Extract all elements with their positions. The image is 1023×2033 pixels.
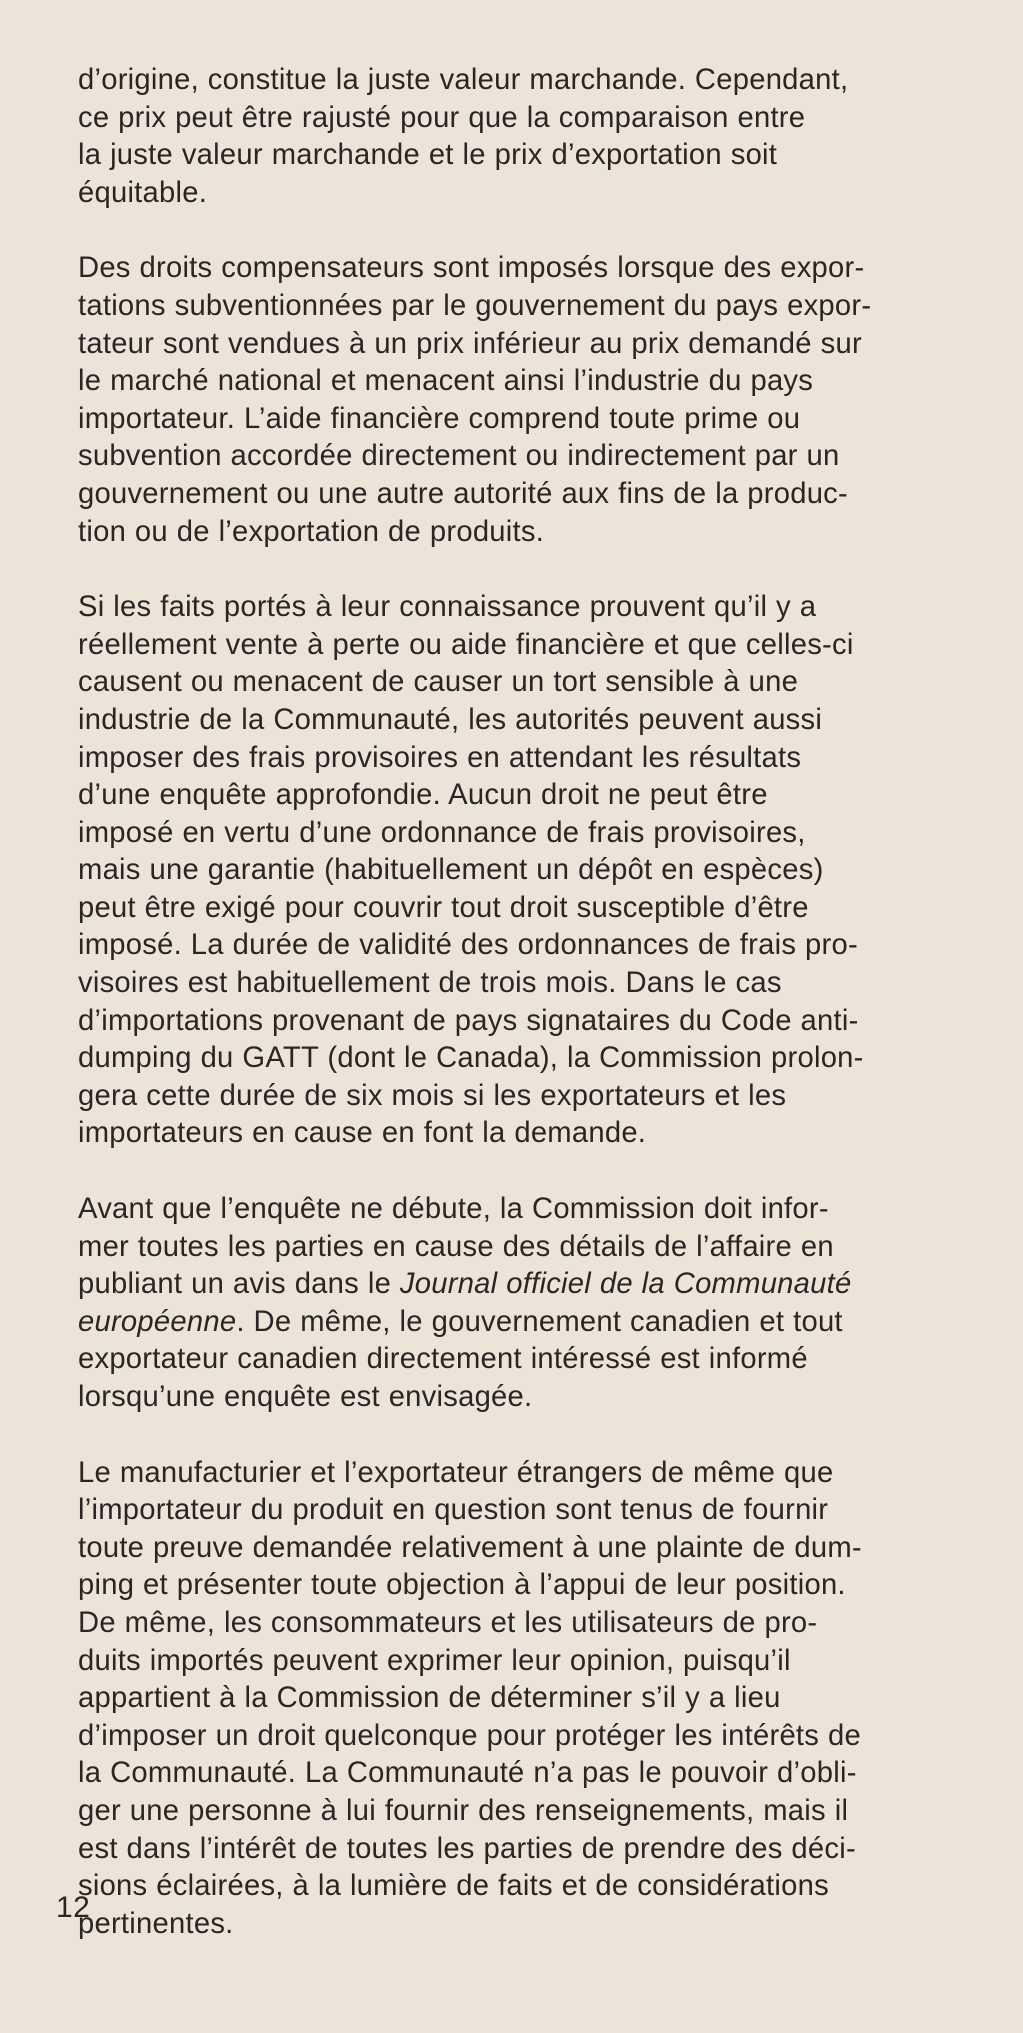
- text-line: [78, 1266, 983, 1304]
- paragraph-countervailing-duties: [78, 250, 983, 551]
- text-line: toute preuve demandée relativement à une plainte de dum-: [78, 1531, 862, 1564]
- text-line: équitable.: [78, 176, 208, 209]
- text-line: exportateur canadien directement intéressé est informé: [78, 1343, 808, 1376]
- text-line: De même, les consommateurs et les utilisateurs de pro-: [78, 1606, 818, 1639]
- text-line: tion ou de l’exportation de produits.: [78, 515, 545, 548]
- text-line: appartient à la Commission de déterminer s’il y a lieu: [78, 1682, 781, 1715]
- text-line: imposé. La durée de validité des ordonnances de frais pro-: [78, 929, 858, 962]
- text-line: Le manufacturier et l’exportateur étrangers de même que: [78, 1456, 834, 1489]
- text-line: d’une enquête approfondie. Aucun droit ne peut être: [78, 779, 768, 812]
- text-fragment: . De même, le gouvernement canadien et tout: [236, 1305, 843, 1338]
- text-line: gera cette durée de six mois si les exportateurs et les: [78, 1079, 787, 1112]
- text-line: réellement vente à perte ou aide financière et que celles-ci: [78, 628, 854, 661]
- paragraph-fair-value: [78, 62, 983, 212]
- text-line: mer toutes les parties en cause des détails de l’affaire en: [78, 1230, 834, 1263]
- text-line: sions éclairées, à la lumière de faits et de considérations: [78, 1870, 829, 1903]
- journal-title: européenne: [78, 1305, 237, 1338]
- text-line: la Communauté. La Communauté n’a pas le pouvoir d’obli-: [78, 1757, 857, 1790]
- text-line: subvention accordée directement ou indirectement par un: [78, 440, 840, 473]
- text-line: tateur sont vendues à un prix inférieur au prix demandé sur: [78, 327, 862, 360]
- text-line: la juste valeur marchande et le prix d’exportation soit: [78, 139, 778, 172]
- text-line: duits importés peuvent exprimer leur opinion, puisqu’il: [78, 1644, 791, 1677]
- text-line: Des droits compensateurs sont imposés lorsque des expor-: [78, 252, 865, 285]
- text-line: mais une garantie (habituellement un dépôt en espèces): [78, 854, 824, 887]
- text-line: importateurs en cause en font la demande.: [78, 1117, 647, 1150]
- text-line: d’origine, constitue la juste valeur marchande. Cependant,: [78, 64, 849, 96]
- text-line: industrie de la Communauté, les autorités peuvent aussi: [78, 703, 823, 736]
- paragraph-provisional-charges: [78, 589, 983, 1153]
- text-column: [78, 62, 983, 1943]
- text-line: gouvernement ou une autre autorité aux fins de la produc-: [78, 477, 849, 510]
- journal-title: Journal officiel de la Communauté: [399, 1268, 852, 1301]
- text-line: Avant que l’enquête ne débute, la Commission doit infor-: [78, 1193, 829, 1226]
- text-line: Si les faits portés à leur connaissance prouvent qu’il y a: [78, 591, 817, 624]
- text-fragment: publiant un avis dans le: [78, 1268, 400, 1301]
- text-line: ce prix peut être rajusté pour que la comparaison entre: [78, 101, 806, 134]
- text-line: l’importateur du produit en question sont tenus de fournir: [78, 1494, 829, 1527]
- text-line: tations subventionnées par le gouvernement du pays expor-: [78, 289, 872, 322]
- text-line: d’importations provenant de pays signataires du Code anti-: [78, 1004, 859, 1037]
- paragraph-investigation-notice: [78, 1191, 983, 1417]
- paragraph-evidence-obligations: [78, 1455, 983, 1944]
- text-line: causent ou menacent de causer un tort sensible à une: [78, 666, 799, 699]
- text-line: ger une personne à lui fournir des renseignements, mais il: [78, 1794, 849, 1827]
- text-line: visoires est habituellement de trois mois. Dans le cas: [78, 967, 782, 1000]
- text-line: peut être exigé pour couvrir tout droit susceptible d’être: [78, 891, 809, 924]
- text-line: [78, 1304, 983, 1342]
- text-line: est dans l’intérêt de toutes les parties de prendre des déci-: [78, 1832, 856, 1865]
- text-line: ping et présenter toute objection à l’appui de leur position.: [78, 1569, 846, 1602]
- text-line: imposé en vertu d’une ordonnance de frais provisoires,: [78, 816, 806, 849]
- text-line: dumping du GATT (dont le Canada), la Commission prolon-: [78, 1042, 864, 1075]
- text-line: lorsqu’une enquête est envisagée.: [78, 1381, 533, 1413]
- text-line: importateur. L’aide financière comprend toute prime ou: [78, 402, 801, 435]
- text-line: le marché national et menacent ainsi l’industrie du pays: [78, 365, 814, 398]
- text-line: pertinentes.: [78, 1907, 234, 1940]
- page-number: 12: [56, 1891, 91, 1924]
- text-line: imposer des frais provisoires en attendant les résultats: [78, 741, 802, 774]
- text-line: d’imposer un droit quelconque pour protéger les intérêts de: [78, 1719, 861, 1752]
